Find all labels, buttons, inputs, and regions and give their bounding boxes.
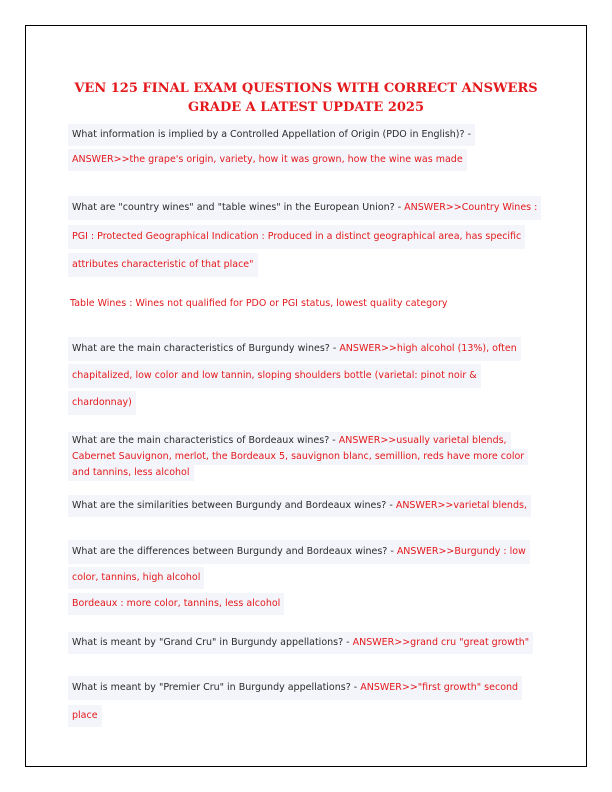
qa-item-1-answer — [68, 149, 467, 171]
question-text: What is meant by "Premier Cru" in Burgundy appellations? — [72, 682, 351, 693]
answer-text: Bordeaux : more color, tannins, less alcohol — [72, 598, 281, 609]
answer-text: place — [72, 710, 98, 721]
answer-text: Table Wines : Wines not qualified for PDO or PGI status, lowest quality category — [70, 298, 448, 309]
qa-item-3-answer-line2 — [68, 364, 481, 388]
qa-item-4 — [68, 432, 511, 449]
answer-text: ANSWER>>usually varietal blends, — [338, 435, 507, 446]
answer-text: attributes characteristic of that place" — [72, 259, 254, 270]
answer-text: ANSWER>>high alcohol (13%), often — [339, 343, 517, 354]
qa-item-5 — [68, 495, 531, 517]
separator: - — [394, 202, 405, 213]
qa-item-8-answer-line2 — [68, 705, 102, 727]
qa-item-1 — [68, 124, 475, 146]
document-title: VEN 125 FINAL EXAM QUESTIONS WITH CORRECT ANSWERS GRADE A LATEST UPDATE 2025 — [74, 81, 538, 115]
answer-text: ANSWER>>grand cru "great growth" — [352, 637, 530, 648]
answer-text: ANSWER>>"first growth" second — [360, 682, 519, 693]
answer-text: and tannins, less alcohol — [72, 467, 190, 478]
qa-item-6 — [68, 540, 530, 564]
answer-text: ANSWER>>Burgundy : low — [396, 546, 526, 557]
qa-item-2-answer-line2 — [68, 225, 525, 249]
separator: - — [387, 546, 397, 557]
qa-item-4-answer-line3 — [68, 465, 194, 481]
question-text: What are "country wines" and "table wines" in the European Union? — [72, 202, 395, 213]
qa-item-7 — [68, 632, 533, 654]
separator: - — [329, 435, 339, 446]
qa-item-2-answer-line3 — [68, 253, 258, 277]
answer-text: chapitalized, low color and low tannin, sloping shoulders bottle (varietal: pinot noir & — [72, 370, 477, 381]
answer-text: Cabernet Sauvignon, merlot, the Bordeaux 5, sauvignon blanc, semillion, reds have more color — [72, 451, 525, 462]
qa-item-6-answer-line3 — [68, 593, 284, 615]
answer-text: PGI : Protected Geographical Indication : Produced in a distinct geographical area, has specific — [72, 231, 522, 242]
qa-item-3-answer-line3 — [68, 391, 136, 415]
qa-item-2-answer-line4 — [66, 293, 452, 315]
separator: - — [386, 500, 396, 511]
question-text: What are the differences between Burgundy and Bordeaux wines? — [72, 546, 388, 557]
question-text: What information is implied by a Controlled Appellation of Origin (PDO in English)? — [72, 129, 465, 140]
question-text: What are the main characteristics of Burgundy wines? — [72, 343, 330, 354]
answer-text: color, tannins, high alcohol — [72, 572, 201, 583]
qa-item-3 — [68, 337, 521, 361]
answer-text: ANSWER>>Country Wines : — [404, 202, 538, 213]
separator: - — [350, 682, 361, 693]
separator: - — [464, 129, 471, 140]
qa-item-2 — [68, 196, 541, 220]
answer-text: ANSWER>>the grape's origin, variety, how it was grown, how the wine was made — [72, 154, 463, 165]
separator: - — [343, 637, 353, 648]
question-text: What are the similarities between Burgundy and Bordeaux wines? — [72, 500, 387, 511]
answer-text: ANSWER>>varietal blends, — [395, 500, 527, 511]
qa-item-6-answer-line2 — [68, 567, 204, 589]
question-text: What are the main characteristics of Bordeaux wines? — [72, 435, 330, 446]
qa-item-8 — [68, 676, 522, 700]
separator: - — [329, 343, 340, 354]
question-text: What is meant by "Grand Cru" in Burgundy appellations? — [72, 637, 344, 648]
qa-item-4-answer-line2 — [68, 449, 528, 465]
answer-text: chardonnay) — [72, 397, 132, 408]
